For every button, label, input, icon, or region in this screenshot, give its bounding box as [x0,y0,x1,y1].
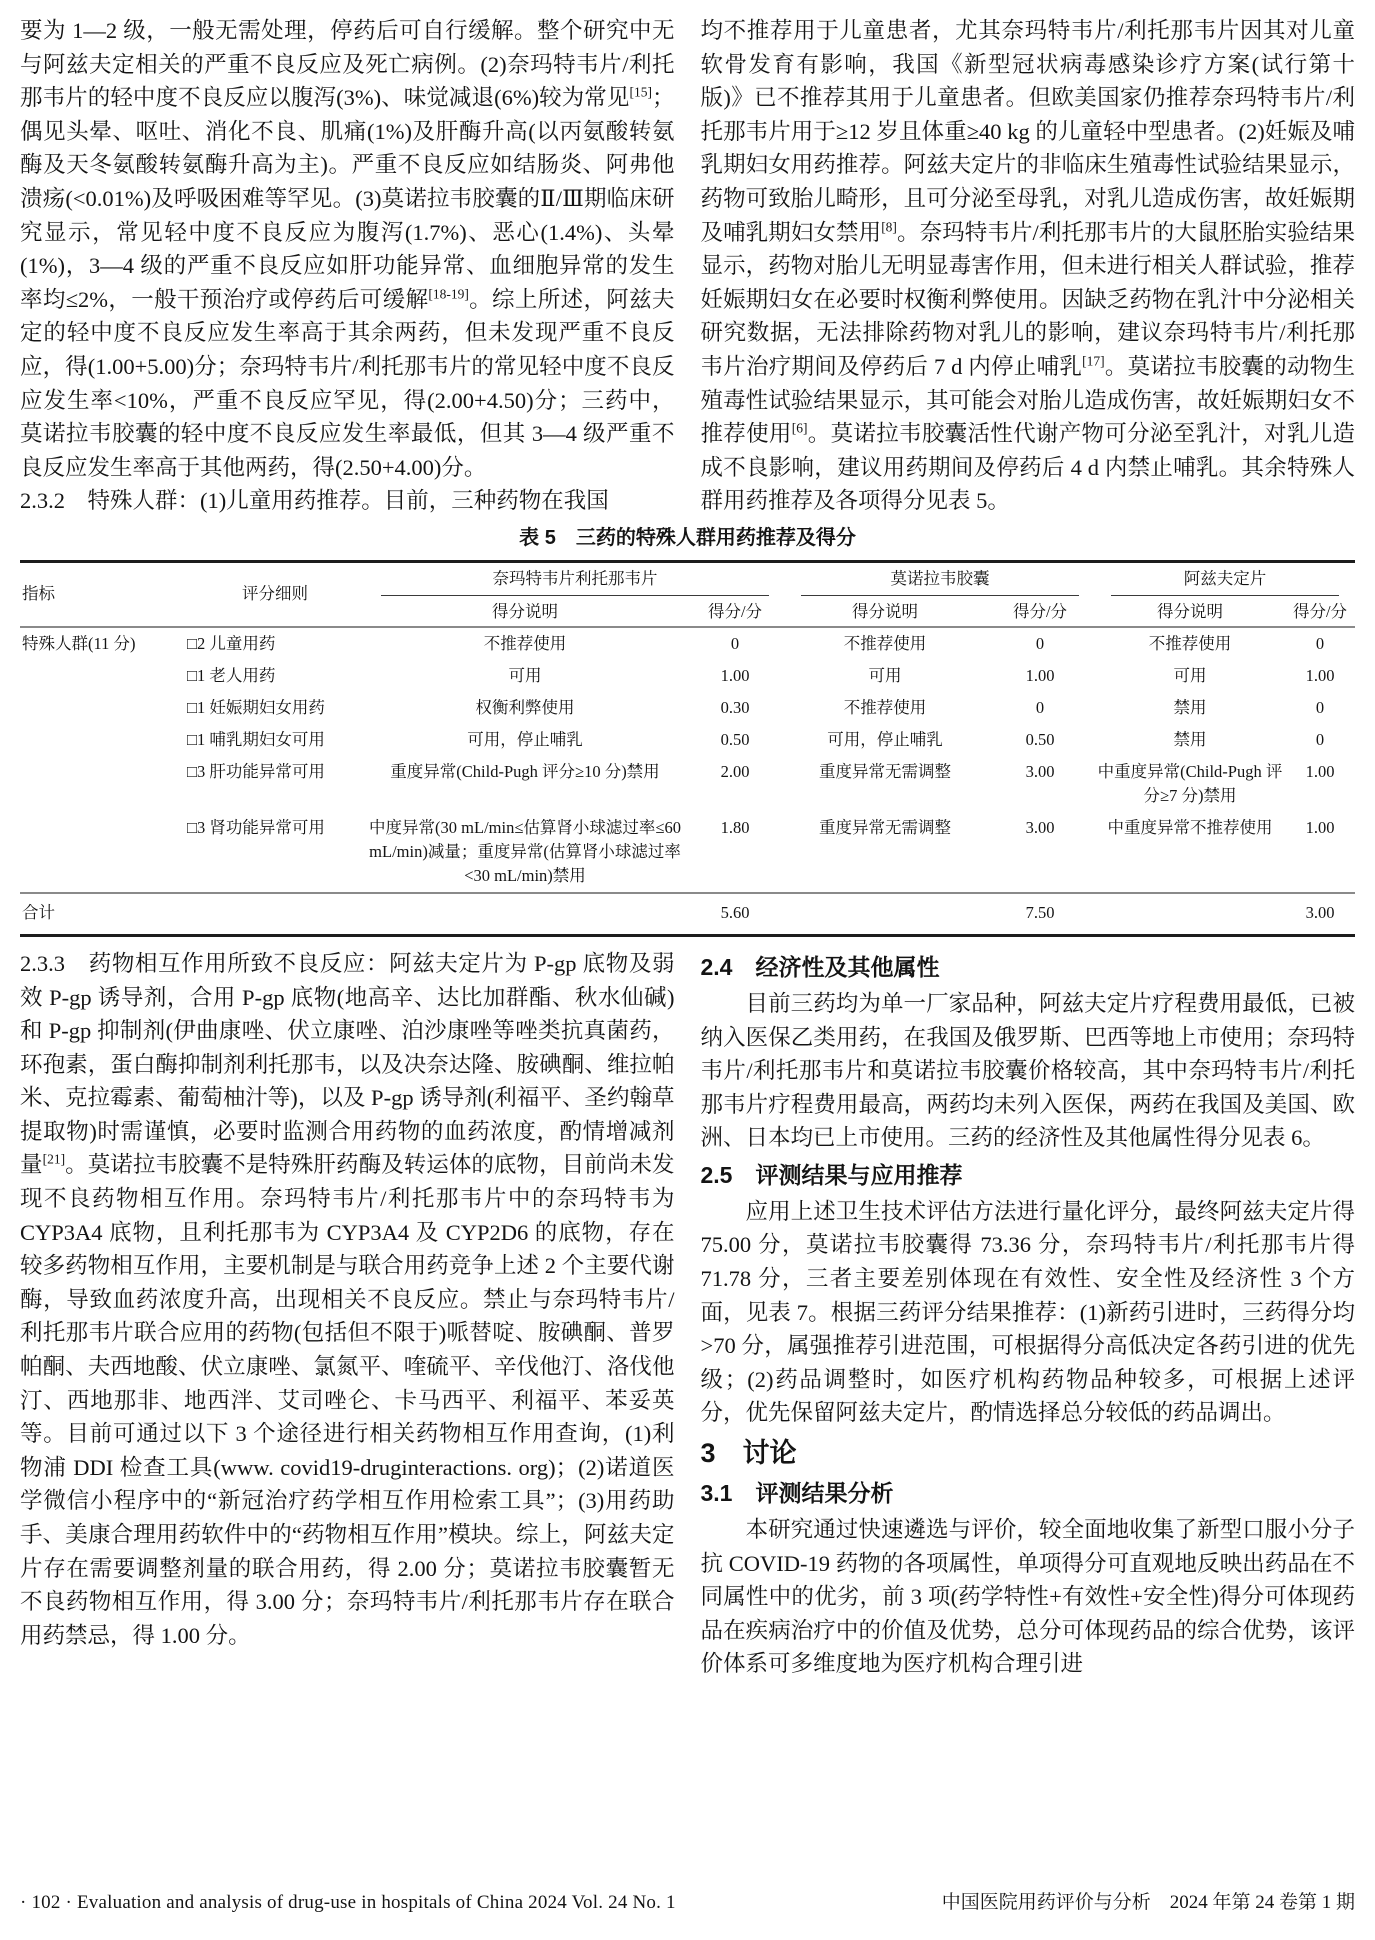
paragraph-2-4: 目前三药均为单一厂家品种，阿兹夫定片疗程费用最低，已被纳入医保乙类用药，在我国及俄罗斯、巴西等地上市使用；奈玛特韦片/利托那韦片和莫诺拉韦胶囊价格较高，其中奈玛特韦片/利托那韦片疗程费用最高，两药均未列入医保，两药在我国及美国、欧洲、日本均已上市使用。三药的经济性及其他属性得分见表 6。 [700,990,1355,1151]
heading-3-1: 3.1 评测结果分析 [700,1480,894,1507]
cell-rule: □3 肝功能异常可用 [187,761,325,781]
cell-score-desc: 中重度异常不推荐使用 [1107,817,1273,837]
cell-score-value: 1.00 [1305,817,1335,837]
top-left-column [20,14,675,518]
cell-score-desc: 重度异常无需调整 [819,761,951,781]
heading-2-5: 2.5 评测结果与应用推荐 [700,1161,963,1188]
heading-2-4: 2.4 经济性及其他属性 [700,953,940,980]
cell-indicator [20,812,185,893]
cell-indicator [20,724,185,756]
cell-score-desc: 权衡利弊使用 [475,697,575,717]
table-row [20,756,1355,812]
paragraph-special-population: 均不推荐用于儿童患者，尤其奈玛特韦片/利托那韦片因其对儿童软骨发育有影响，我国《新型冠状病毒感染诊疗方案(试行第十版)》已不推荐其用于儿童患者。但欧美国家仍推荐奈玛特韦片/利托那韦片用于≥12 岁且体重≥40 kg 的儿童轻中型患者。(2)妊娠及哺乳期妇女用药推荐。阿兹夫定片的非临床生殖毒性试验结果显示，药物可致胎儿畸形，且可分泌至母乳，对乳儿造成伤害，故妊娠期及哺乳期妇女禁用[8]。奈玛特韦片/利托那韦片的大鼠胚胎实验结果显示，药物对胎儿无明显毒害作用，但未进行相关人群试验，推荐妊娠期妇女在必要时权衡利弊使用。因缺乏药物在乳汁中分泌相关研究数据，无法排除药物对乳儿的影响，建议奈玛特韦片/利托那韦片治疗期间及停药后 7 d 内停止哺乳[17]。莫诺拉韦胶囊的动物生殖毒性试验结果显示，其可能会对胎儿造成伤害，故妊娠期妇女不推荐使用[6]。莫诺拉韦胶囊活性代谢产物可分泌至乳汁，对乳儿造成不良影响，建议用药期间及停药后 4 d 内禁止哺乳。其余特殊人群用药推荐及各项得分见表 5。 [700,18,1355,514]
cell-rule: □2 儿童用药 [187,633,276,653]
cell-score-desc: 禁用 [1173,697,1207,717]
total-empty-rule [185,893,365,936]
cell-score-value: 1.00 [1305,761,1335,781]
paragraph-adverse-reactions: 要为 1—2 级，一般无需处理，停药后可自行缓解。整个研究中无与阿兹夫定相关的严重不良反应及死亡病例。(2)奈玛特韦片/利托那韦片的轻中度不良反应以腹泻(3%)、味觉减退(6%)较为常见[15]；偶见头晕、呕吐、消化不良、肌痛(1%)及肝酶升高(以丙氨酸转氨酶及天冬氨酸转氨酶升高为主)。严重不良反应如结肠炎、阿弗他溃疡(<0.01%)及呼吸困难等罕见。(3)莫诺拉韦胶囊的Ⅱ/Ⅲ期临床研究显示，常见轻中度不良反应为腹泻(1.7%)、恶心(1.4%)、头晕(1%)，3—4 级的严重不良反应如肝功能异常、血细胞异常的发生率均≤2%，一般干预治疗或停药后可缓解[18-19]。综上所述，阿兹夫定的轻中度不良反应发生率高于其余两药，但未发现严重不良反应，得(1.00+5.00)分；奈玛特韦片/利托那韦片的常见轻中度不良反应发生率<10%，严重不良反应罕见，得(2.00+4.50)分；三药中，莫诺拉韦胶囊的轻中度不良反应发生率最低，但其 3—4 级严重不良反应发生率高于其他两药，得(2.50+4.00)分。 [20,18,675,480]
cell-score-value: 1.00 [1305,665,1335,685]
footer-journal-english: · 102 · Evaluation and analysis of drug-use in hospitals of China 2024 Vol. 24 No. 1 [20,1892,676,1913]
cell-score-desc: 可用 [868,665,902,685]
cell-score-desc: 不推荐使用 [843,633,927,653]
footer-journal-chinese: 中国医院用药评价与分析 2024 年第 24 卷第 1 期 [941,1892,1355,1913]
cell-indicator [20,692,185,724]
cell-score-value: 0.50 [720,729,750,749]
cell-score-desc: 重度异常(Child-Pugh 评分≥10 分)禁用 [390,761,660,781]
total-score-3: 3.00 [1285,893,1355,936]
cell-score-value: 3.00 [1025,761,1055,781]
cell-score-value: 0 [1035,633,1045,653]
cell-score-desc: 重度异常无需调整 [819,817,951,837]
cell-score-desc: 不推荐使用 [1148,633,1232,653]
cell-score-value: 1.00 [1025,665,1055,685]
col-header-desc-1: 得分说明 [365,598,685,627]
bottom-columns [20,947,1355,1681]
cell-score-value: 0 [1315,633,1325,653]
col-header-indicator: 指标 [20,561,185,627]
cell-indicator: 特殊人群(11 分) [22,633,136,653]
heading-3: 3 讨论 [700,1438,797,1469]
cell-score-desc: 中重度异常(Child-Pugh 评分≥7 分)禁用 [1097,761,1283,805]
paragraph-section-2-3-3: 2.3.3 药物相互作用所致不良反应：阿兹夫定片为 P-gp 底物及弱效 P-gp 诱导剂，合用 P-gp 底物(地高辛、达比加群酯、秋水仙碱)和 P-gp 抑制剂(伊曲康唑、伏立康唑、泊沙康唑等唑类抗真菌药，环孢素，蛋白酶抑制剂利托那韦，以及决奈达隆、胺碘酮、维拉帕米、克拉霉素、葡萄柚汁等)，以及 P-gp 诱导剂(利福平、圣约翰草提取物)时需谨慎，必要时监测合用药物的血药浓度，酌情增减剂量[21]。莫诺拉韦胶囊不是特殊肝药酶及转运体的底物，目前尚未发现不良药物相互作用。奈玛特韦片/利托那韦片中的奈玛特韦为 CYP3A4 底物，且利托那韦为 CYP3A4 及 CYP2D6 的底物，存在较多药物相互作用，主要机制是与联合用药竞争上述 2 个主要代谢酶，导致血药浓度升高，出现相关不良反应。禁止与奈玛特韦片/利托那韦片联合应用的药物(包括但不限于)哌替啶、胺碘酮、普罗帕酮、夫西地酸、伏立康唑、氯氮平、喹硫平、辛伐他汀、洛伐他汀、西地那非、地西泮、艾司唑仑、卡马西平、利福平、苯妥英等。目前可通过以下 3 个途径进行相关药物相互作用查询，(1)利物浦 DDI 检查工具(www. covid19-druginteractions. org)；(2)诺道医学微信小程序中的“新冠治疗药学相互作用检索工具”；(3)用药助手、美康合理用药软件中的“药物相互作用”模块。综上，阿兹夫定片存在需要调整剂量的联合用药，得 2.00 分；莫诺拉韦胶囊暂无不良药物相互作用，得 3.00 分；奈玛特韦片/利托那韦片存在联合用药禁忌，得 1.00 分。 [20,950,675,1648]
page-footer [20,1890,1355,1916]
cell-score-desc: 不推荐使用 [843,697,927,717]
col-header-desc-3: 得分说明 [1095,598,1285,627]
cell-score-desc: 中度异常(30 mL/min≤估算肾小球滤过率≤60 mL/min)减量；重度异常(估算肾小球滤过率<30 mL/min)禁用 [369,817,681,885]
cell-score-value: 0 [1035,697,1045,717]
cell-score-desc: 可用 [1173,665,1207,685]
table5-total-row [20,893,1355,936]
col-header-desc-2: 得分说明 [785,598,985,627]
drug-group-header-1: 奈玛特韦片利托那韦片 [365,561,785,598]
cell-score-value: 0 [730,633,740,653]
col-header-score-1: 得分/分 [685,598,785,627]
cell-score-value: 2.00 [720,761,750,781]
total-empty-desc-3 [1095,893,1285,936]
cell-score-desc: 不推荐使用 [483,633,567,653]
top-right-column [701,14,1356,518]
total-label: 合计 [20,893,185,936]
total-score-2: 7.50 [985,893,1095,936]
paragraph-section-2-3-2: 2.3.2 特殊人群：(1)儿童用药推荐。目前，三种药物在我国 [20,488,609,514]
cell-score-value: 0 [1315,729,1325,749]
cell-score-desc: 可用 [508,665,542,685]
cell-indicator [20,660,185,692]
paragraph-2-5: 应用上述卫生技术评估方法进行量化评分，最终阿兹夫定片得 75.00 分，莫诺拉韦胶囊得 73.36 分，奈玛特韦片/利托那韦片得 71.78 分，三者主要差别体现在有效性、安全性及经济性 3 个方面，见表 7。根据三药评分结果推荐：(1)新药引进时，三药得分均>70 分，属强推荐引进范围，可根据得分高低决定各药引进的优先级；(2)药品调整时，如医疗机构药物品种较多，可根据上述评分，优先保留阿兹夫定片，酌情选择总分较低的药品调出。 [700,1198,1355,1426]
table5-body [20,627,1355,893]
table-row [20,812,1355,893]
cell-score-desc: 禁用 [1173,729,1207,749]
cell-score-desc: 可用，停止哺乳 [827,729,943,749]
col-header-score-3: 得分/分 [1285,598,1355,627]
table-row [20,724,1355,756]
total-score-1: 5.60 [685,893,785,936]
cell-score-value: 1.80 [720,817,750,837]
cell-rule: □3 肾功能异常可用 [187,817,325,837]
cell-indicator [20,756,185,812]
table5-title: 表 5 三药的特殊人群用药推荐及得分 [519,526,856,549]
cell-score-value: 3.00 [1025,817,1055,837]
drug-group-header-2: 莫诺拉韦胶囊 [785,561,1095,598]
top-columns [20,14,1355,518]
col-header-score-2: 得分/分 [985,598,1095,627]
table-row [20,692,1355,724]
paragraph-3-1: 本研究通过快速遴选与评价，较全面地收集了新型口服小分子抗 COVID-19 药物的各项属性，单项得分可直观地反映出药品在不同属性中的优劣，前 3 项(药学特性+有效性+安全性)得分可体现药品在疾病治疗中的价值及优势，总分可体现药品的综合优势，该评价体系可多维度地为医疗机构合理引进 [700,1517,1355,1677]
col-header-rule: 评分细则 [185,561,365,627]
total-empty-desc-1 [365,893,685,936]
table5-header [20,561,1355,627]
cell-score-value: 1.00 [720,665,750,685]
cell-rule: □1 老人用药 [187,665,276,685]
drug-group-header-3: 阿兹夫定片 [1095,561,1355,598]
cell-rule: □1 哺乳期妇女可用 [187,729,325,749]
table5-header-row-groups [20,561,1355,598]
bottom-left-column [20,947,675,1681]
cell-score-value: 0 [1315,697,1325,717]
table5-section [20,524,1355,937]
table-row [20,660,1355,692]
cell-score-value: 0.50 [1025,729,1055,749]
table-row [20,627,1355,660]
total-empty-desc-2 [785,893,985,936]
cell-score-desc: 可用，停止哺乳 [467,729,583,749]
bottom-right-column [701,947,1356,1681]
table5 [20,560,1355,937]
cell-score-value: 0.30 [720,697,750,717]
cell-rule: □1 妊娠期妇女用药 [187,697,325,717]
